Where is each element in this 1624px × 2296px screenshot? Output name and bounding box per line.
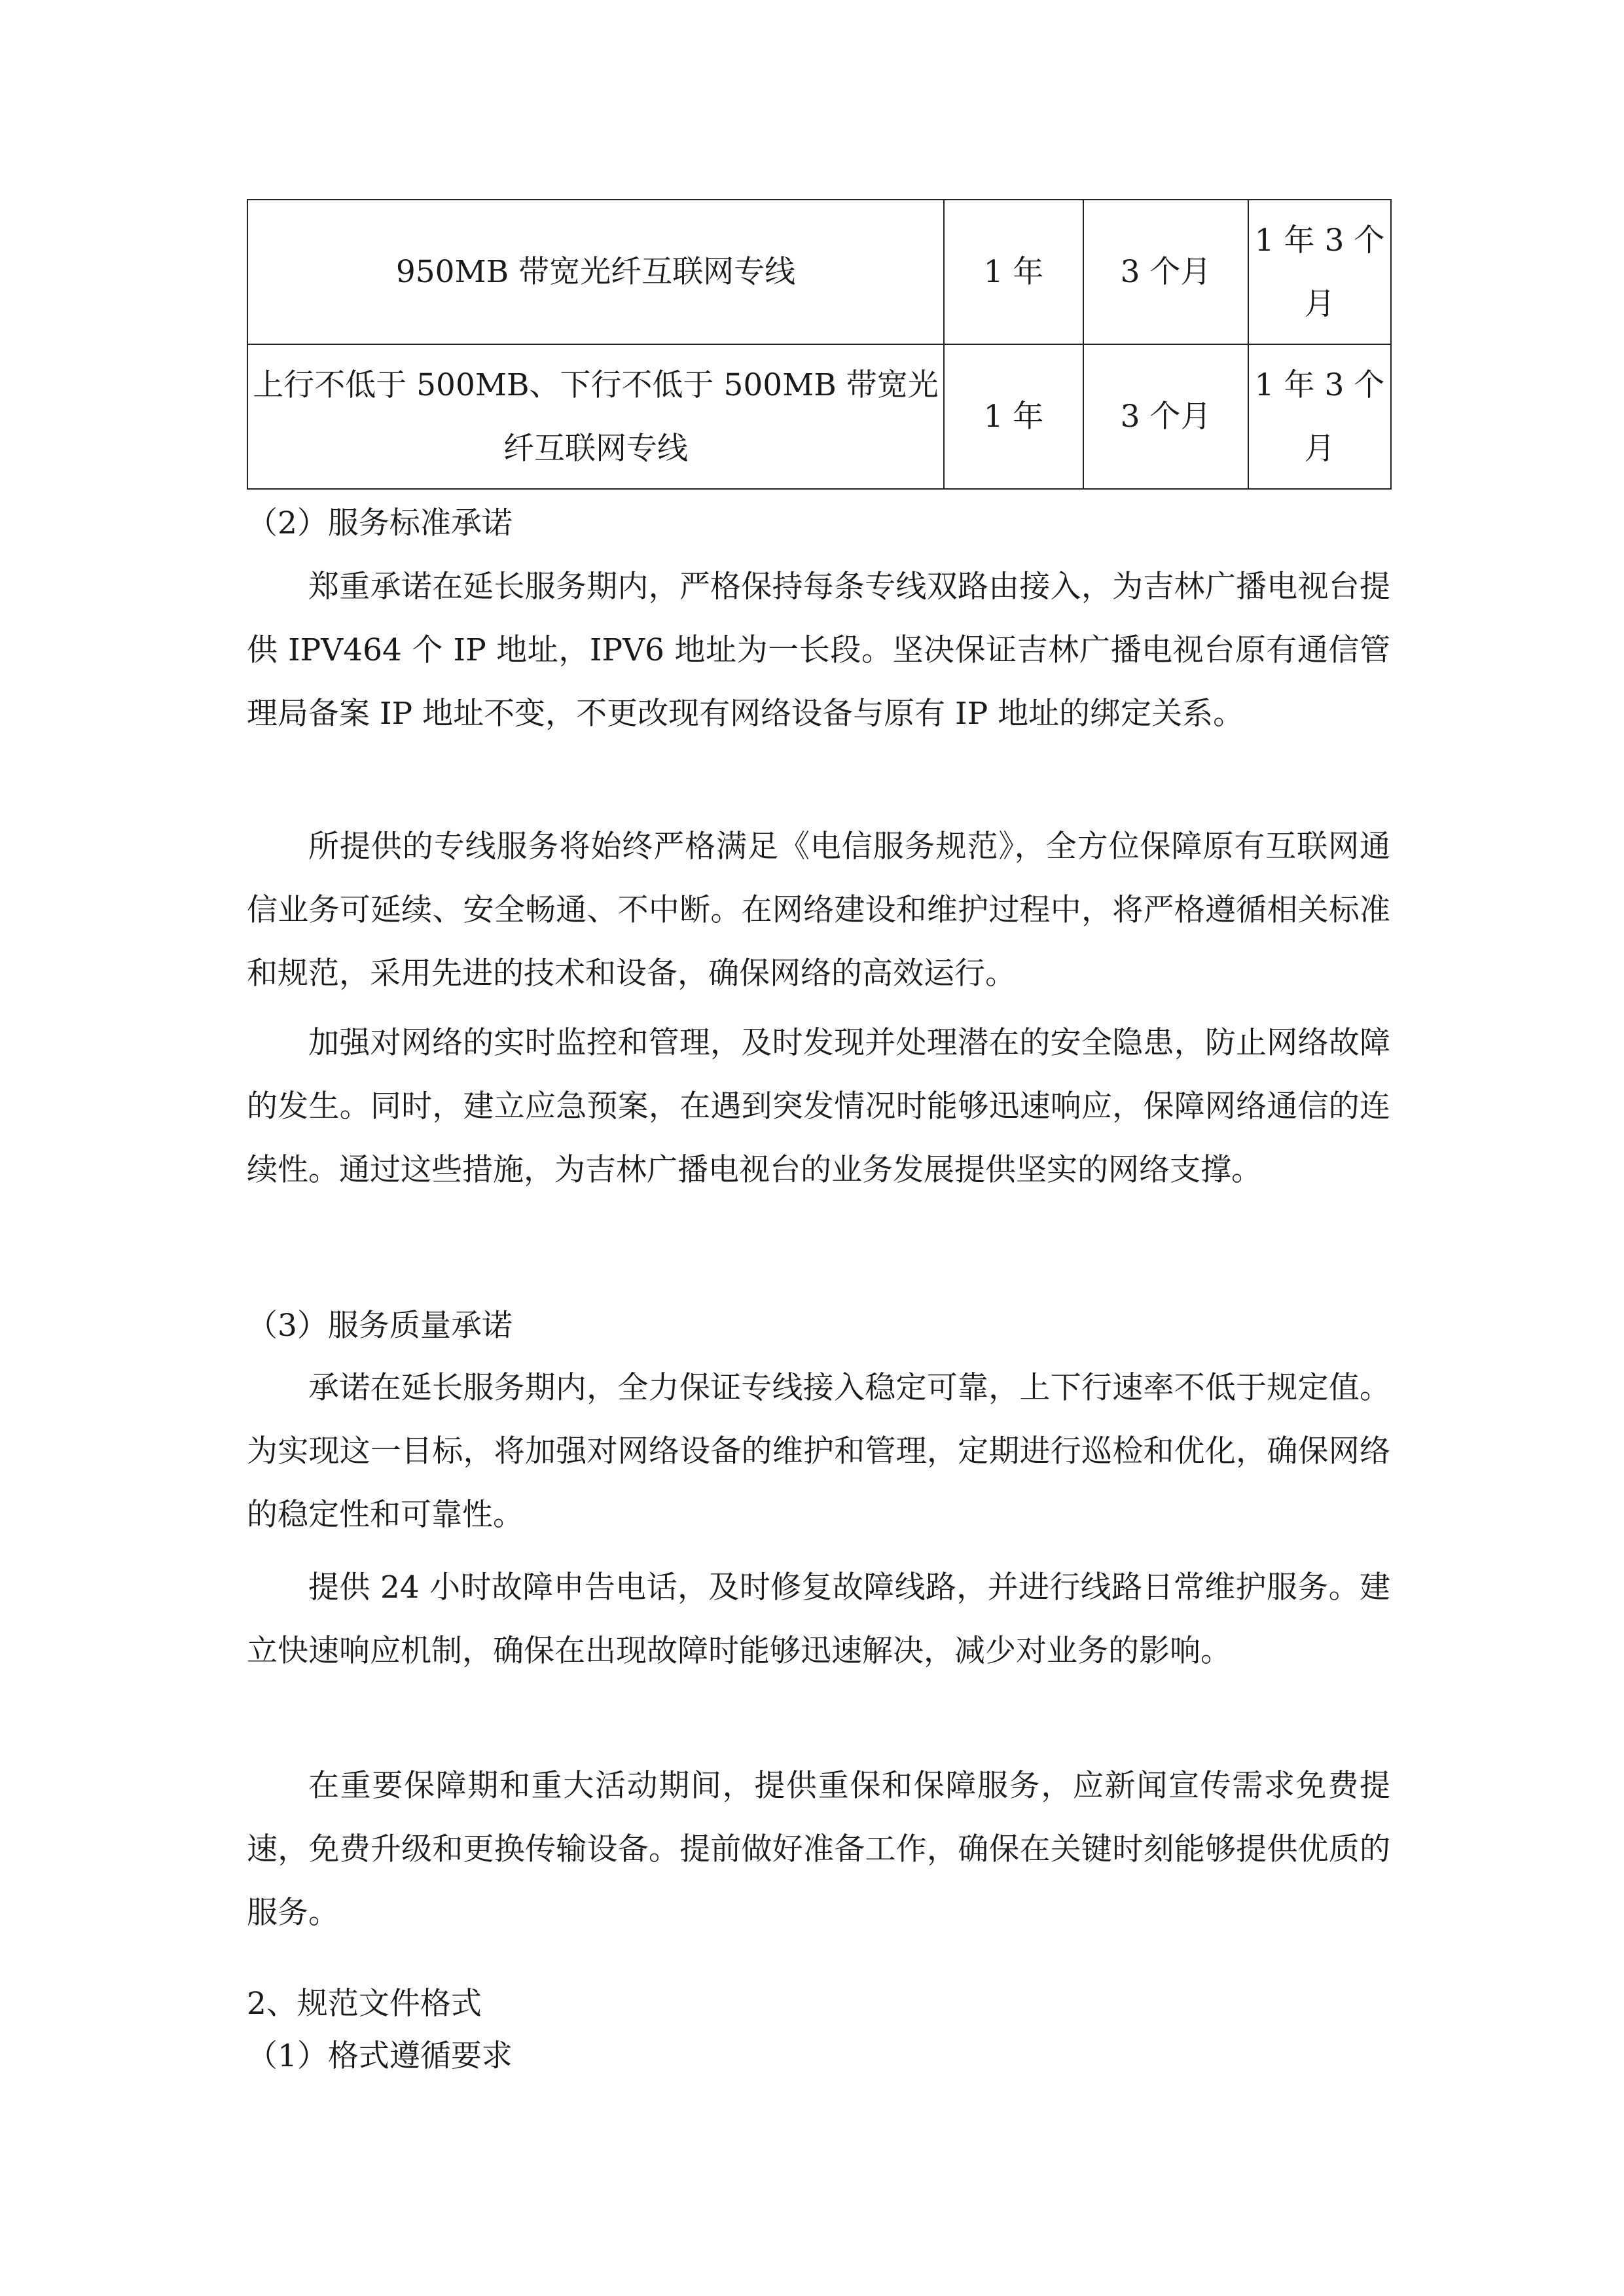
table-cell-period: 1 年	[944, 200, 1083, 344]
table-cell-extension: 3 个月	[1083, 200, 1248, 344]
table-row	[247, 344, 1391, 489]
table-cell-total: 1 年 3 个月	[1248, 344, 1391, 489]
paragraph: 提供 24 小时故障申告电话，及时修复故障线路，并进行线路日常维护服务。建立快速响应机制，确保在出现故障时能够迅速解决，减少对业务的影响。	[247, 1570, 1390, 1669]
table-cell-service: 950MB 带宽光纤互联网专线	[247, 200, 944, 344]
service-table	[247, 199, 1392, 490]
table-row	[247, 200, 1391, 344]
subsection-heading-format-requirements: （1）格式遵循要求	[247, 2038, 513, 2074]
paragraph: 在重要保障期和重大活动期间，提供重保和保障服务，应新闻宣传需求免费提速，免费升级和更换传输设备。提前做好准备工作，确保在关键时刻能够提供优质的服务。	[247, 1768, 1390, 1931]
section-heading-service-standard: （2）服务标准承诺	[247, 505, 513, 541]
table-cell-extension: 3 个月	[1083, 344, 1248, 489]
table-cell-total: 1 年 3 个月	[1248, 200, 1391, 344]
table-cell-service: 上行不低于 500MB、下行不低于 500MB 带宽光纤互联网专线	[247, 344, 944, 489]
section-heading-file-format: 2、规范文件格式	[247, 1986, 482, 2022]
table-cell-period: 1 年	[944, 344, 1083, 489]
paragraph: 承诺在延长服务期内，全力保证专线接入稳定可靠，上下行速率不低于规定值。为实现这一目标，将加强对网络设备的维护和管理，定期进行巡检和优化，确保网络的稳定性和可靠性。	[247, 1370, 1390, 1533]
paragraph: 郑重承诺在延长服务期内，严格保持每条专线双路由接入，为吉林广播电视台提供 IPV464 个 IP 地址，IPV6 地址为一长段。坚决保证吉林广播电视台原有通信管理局备案 IP 地址不变，不更改现有网络设备与原有 IP 地址的绑定关系。	[247, 569, 1390, 732]
paragraph: 所提供的专线服务将始终严格满足《电信服务规范》，全方位保障原有互联网通信业务可延续、安全畅通、不中断。在网络建设和维护过程中，将严格遵循相关标准和规范，采用先进的技术和设备，确保网络的高效运行。	[247, 829, 1390, 992]
paragraph: 加强对网络的实时监控和管理，及时发现并处理潜在的安全隐患，防止网络故障的发生。同时，建立应急预案，在遇到突发情况时能够迅速响应，保障网络通信的连续性。通过这些措施，为吉林广播电视台的业务发展提供坚实的网络支撑。	[247, 1025, 1390, 1188]
section-heading-service-quality: （3）服务质量承诺	[247, 1308, 513, 1344]
